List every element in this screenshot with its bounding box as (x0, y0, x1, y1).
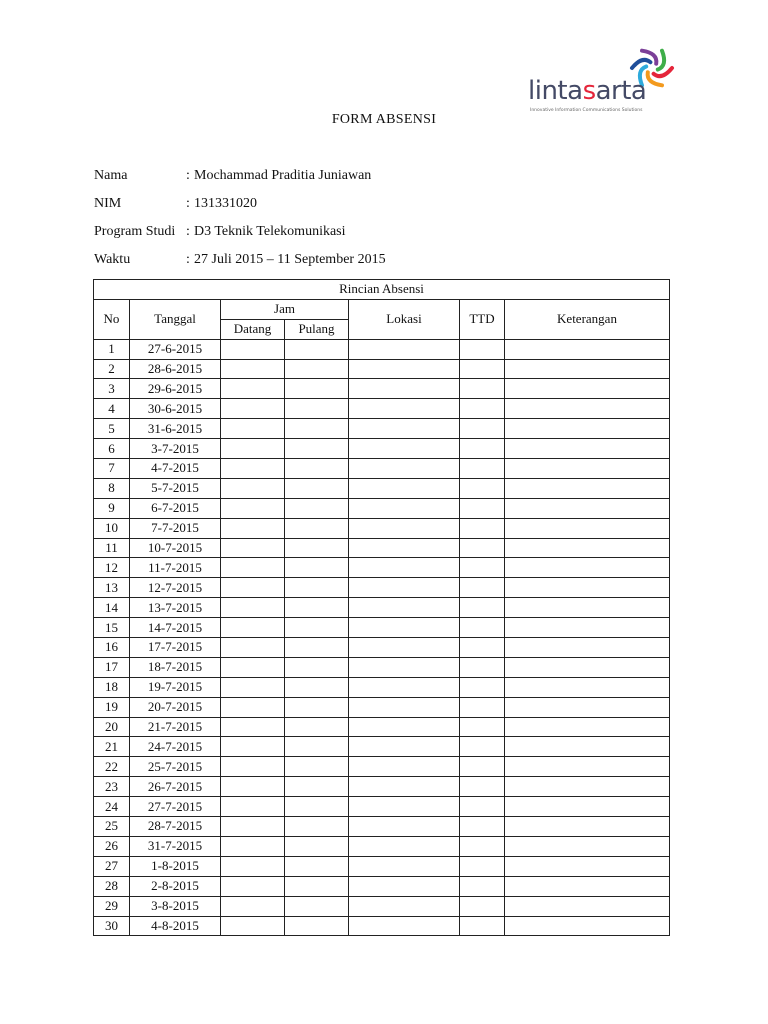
info-row (94, 224, 386, 252)
cell-ttd[interactable] (460, 618, 505, 638)
cell-datang[interactable] (221, 856, 285, 876)
cell-ttd[interactable] (460, 339, 505, 359)
table-row (94, 697, 670, 717)
cell-keterangan[interactable] (505, 459, 670, 479)
cell-tanggal: 14-7-2015 (130, 618, 221, 638)
cell-no: 10 (94, 518, 130, 538)
cell-no: 25 (94, 817, 130, 837)
cell-ttd[interactable] (460, 797, 505, 817)
cell-tanggal: 2-8-2015 (130, 876, 221, 896)
cell-keterangan[interactable] (505, 478, 670, 498)
cell-no: 29 (94, 896, 130, 916)
table-row (94, 439, 670, 459)
info-value: 131331020 (194, 196, 257, 211)
table-row (94, 478, 670, 498)
cell-keterangan[interactable] (505, 657, 670, 677)
cell-lokasi[interactable] (349, 478, 460, 498)
cell-pulang[interactable] (285, 439, 349, 459)
cell-lokasi[interactable] (349, 896, 460, 916)
cell-tanggal: 13-7-2015 (130, 598, 221, 618)
table-row (94, 876, 670, 896)
cell-pulang[interactable] (285, 459, 349, 479)
cell-datang[interactable] (221, 757, 285, 777)
cell-tanggal: 5-7-2015 (130, 478, 221, 498)
cell-ttd[interactable] (460, 399, 505, 419)
cell-no: 18 (94, 677, 130, 697)
cell-pulang[interactable] (285, 419, 349, 439)
attendance-table (93, 279, 670, 936)
cell-tanggal: 28-6-2015 (130, 359, 221, 379)
cell-ttd[interactable] (460, 359, 505, 379)
table-row (94, 399, 670, 419)
cell-no: 23 (94, 777, 130, 797)
info-label: Nama (94, 168, 128, 183)
cell-tanggal: 19-7-2015 (130, 677, 221, 697)
cell-keterangan[interactable] (505, 339, 670, 359)
cell-ttd[interactable] (460, 916, 505, 936)
table-row (94, 578, 670, 598)
cell-lokasi[interactable] (349, 439, 460, 459)
cell-keterangan[interactable] (505, 896, 670, 916)
cell-keterangan[interactable] (505, 817, 670, 837)
cell-keterangan[interactable] (505, 379, 670, 399)
cell-no: 9 (94, 498, 130, 518)
table-row (94, 459, 670, 479)
cell-no: 4 (94, 399, 130, 419)
cell-pulang[interactable] (285, 359, 349, 379)
cell-pulang[interactable] (285, 538, 349, 558)
cell-no: 8 (94, 478, 130, 498)
cell-keterangan[interactable] (505, 717, 670, 737)
table-row (94, 558, 670, 578)
logo-text-part1: linta (528, 76, 583, 106)
header-jam: Jam (221, 299, 349, 319)
cell-datang[interactable] (221, 737, 285, 757)
info-separator: : (186, 168, 190, 183)
header-tanggal: Tanggal (130, 299, 221, 339)
info-label: Program Studi (94, 224, 176, 239)
cell-ttd[interactable] (460, 737, 505, 757)
cell-no: 30 (94, 916, 130, 936)
cell-lokasi[interactable] (349, 677, 460, 697)
cell-datang[interactable] (221, 379, 285, 399)
cell-tanggal: 1-8-2015 (130, 856, 221, 876)
cell-lokasi[interactable] (349, 518, 460, 538)
cell-ttd[interactable] (460, 677, 505, 697)
cell-lokasi[interactable] (349, 916, 460, 936)
cell-tanggal: 4-7-2015 (130, 459, 221, 479)
cell-tanggal: 27-7-2015 (130, 797, 221, 817)
cell-lokasi[interactable] (349, 578, 460, 598)
cell-ttd[interactable] (460, 876, 505, 896)
info-label: NIM (94, 196, 122, 211)
cell-ttd[interactable] (460, 598, 505, 618)
cell-lokasi[interactable] (349, 399, 460, 419)
cell-ttd[interactable] (460, 657, 505, 677)
table-row (94, 618, 670, 638)
cell-pulang[interactable] (285, 777, 349, 797)
cell-tanggal: 7-7-2015 (130, 518, 221, 538)
header-no: No (94, 299, 130, 339)
info-value: Mochammad Praditia Juniawan (194, 168, 372, 183)
cell-lokasi[interactable] (349, 498, 460, 518)
cell-lokasi[interactable] (349, 836, 460, 856)
cell-no: 14 (94, 598, 130, 618)
table-row (94, 677, 670, 697)
cell-no: 1 (94, 339, 130, 359)
cell-tanggal: 25-7-2015 (130, 757, 221, 777)
cell-pulang[interactable] (285, 578, 349, 598)
header-pulang: Pulang (285, 319, 349, 339)
cell-lokasi[interactable] (349, 618, 460, 638)
cell-lokasi[interactable] (349, 538, 460, 558)
cell-tanggal: 27-6-2015 (130, 339, 221, 359)
cell-lokasi[interactable] (349, 697, 460, 717)
header-ttd: TTD (460, 299, 505, 339)
cell-keterangan[interactable] (505, 558, 670, 578)
info-label: Waktu (94, 252, 131, 267)
table-row (94, 518, 670, 538)
cell-lokasi[interactable] (349, 777, 460, 797)
cell-pulang[interactable] (285, 598, 349, 618)
cell-pulang[interactable] (285, 379, 349, 399)
cell-pulang[interactable] (285, 399, 349, 419)
cell-pulang[interactable] (285, 916, 349, 936)
cell-lokasi[interactable] (349, 379, 460, 399)
cell-datang[interactable] (221, 896, 285, 916)
cell-ttd[interactable] (460, 379, 505, 399)
cell-lokasi[interactable] (349, 459, 460, 479)
cell-no: 3 (94, 379, 130, 399)
cell-tanggal: 11-7-2015 (130, 558, 221, 578)
info-separator: : (186, 224, 190, 239)
table-row (94, 916, 670, 936)
cell-ttd[interactable] (460, 459, 505, 479)
table-row (94, 379, 670, 399)
cell-datang[interactable] (221, 817, 285, 837)
cell-lokasi[interactable] (349, 638, 460, 658)
cell-no: 12 (94, 558, 130, 578)
logo-tagline: Innovative Information Communications Solutions (530, 108, 643, 113)
cell-keterangan[interactable] (505, 618, 670, 638)
cell-lokasi[interactable] (349, 657, 460, 677)
cell-tanggal: 10-7-2015 (130, 538, 221, 558)
cell-datang[interactable] (221, 916, 285, 936)
cell-tanggal: 31-7-2015 (130, 836, 221, 856)
logo-wordmark (528, 76, 646, 106)
cell-no: 28 (94, 876, 130, 896)
cell-pulang[interactable] (285, 856, 349, 876)
cell-keterangan[interactable] (505, 538, 670, 558)
cell-keterangan[interactable] (505, 876, 670, 896)
cell-pulang[interactable] (285, 757, 349, 777)
cell-lokasi[interactable] (349, 558, 460, 578)
cell-no: 22 (94, 757, 130, 777)
cell-keterangan[interactable] (505, 777, 670, 797)
cell-no: 11 (94, 538, 130, 558)
form-title: FORM ABSENSI (331, 112, 437, 127)
table-row (94, 817, 670, 837)
cell-pulang[interactable] (285, 817, 349, 837)
table-caption: Rincian Absensi (94, 280, 670, 300)
cell-datang[interactable] (221, 657, 285, 677)
cell-no: 2 (94, 359, 130, 379)
cell-datang[interactable] (221, 717, 285, 737)
cell-no: 20 (94, 717, 130, 737)
cell-pulang[interactable] (285, 518, 349, 538)
cell-datang[interactable] (221, 578, 285, 598)
cell-datang[interactable] (221, 836, 285, 856)
cell-datang[interactable] (221, 518, 285, 538)
cell-datang[interactable] (221, 478, 285, 498)
table-row (94, 797, 670, 817)
cell-ttd[interactable] (460, 439, 505, 459)
cell-ttd[interactable] (460, 498, 505, 518)
cell-lokasi[interactable] (349, 817, 460, 837)
cell-ttd[interactable] (460, 478, 505, 498)
table-row (94, 419, 670, 439)
cell-pulang[interactable] (285, 657, 349, 677)
cell-pulang[interactable] (285, 836, 349, 856)
cell-tanggal: 26-7-2015 (130, 777, 221, 797)
cell-lokasi[interactable] (349, 856, 460, 876)
cell-tanggal: 3-7-2015 (130, 439, 221, 459)
cell-lokasi[interactable] (349, 757, 460, 777)
cell-keterangan[interactable] (505, 797, 670, 817)
cell-no: 13 (94, 578, 130, 598)
cell-ttd[interactable] (460, 697, 505, 717)
table-row (94, 737, 670, 757)
cell-tanggal: 31-6-2015 (130, 419, 221, 439)
cell-pulang[interactable] (285, 896, 349, 916)
cell-no: 21 (94, 737, 130, 757)
cell-keterangan[interactable] (505, 757, 670, 777)
info-value: D3 Teknik Telekomunikasi (194, 224, 346, 239)
cell-tanggal: 12-7-2015 (130, 578, 221, 598)
table-row (94, 717, 670, 737)
cell-datang[interactable] (221, 638, 285, 658)
table-row (94, 598, 670, 618)
student-info (94, 168, 386, 280)
cell-datang[interactable] (221, 439, 285, 459)
cell-keterangan[interactable] (505, 677, 670, 697)
table-row (94, 757, 670, 777)
company-logo (528, 40, 688, 120)
cell-datang[interactable] (221, 677, 285, 697)
cell-lokasi[interactable] (349, 717, 460, 737)
cell-pulang[interactable] (285, 677, 349, 697)
cell-lokasi[interactable] (349, 598, 460, 618)
cell-no: 27 (94, 856, 130, 876)
cell-tanggal: 30-6-2015 (130, 399, 221, 419)
cell-datang[interactable] (221, 399, 285, 419)
header-datang: Datang (221, 319, 285, 339)
header-lokasi: Lokasi (349, 299, 460, 339)
table-row (94, 856, 670, 876)
cell-lokasi[interactable] (349, 419, 460, 439)
cell-keterangan[interactable] (505, 419, 670, 439)
cell-no: 5 (94, 419, 130, 439)
cell-keterangan[interactable] (505, 518, 670, 538)
cell-tanggal: 28-7-2015 (130, 817, 221, 837)
cell-no: 6 (94, 439, 130, 459)
cell-keterangan[interactable] (505, 856, 670, 876)
cell-keterangan[interactable] (505, 836, 670, 856)
cell-pulang[interactable] (285, 717, 349, 737)
cell-datang[interactable] (221, 498, 285, 518)
table-row (94, 339, 670, 359)
table-row (94, 657, 670, 677)
cell-keterangan[interactable] (505, 359, 670, 379)
cell-pulang[interactable] (285, 478, 349, 498)
logo-swirl-arc (658, 51, 664, 70)
cell-ttd[interactable] (460, 757, 505, 777)
cell-datang[interactable] (221, 359, 285, 379)
cell-pulang[interactable] (285, 498, 349, 518)
table-row (94, 638, 670, 658)
cell-no: 24 (94, 797, 130, 817)
cell-no: 19 (94, 697, 130, 717)
cell-no: 15 (94, 618, 130, 638)
cell-ttd[interactable] (460, 717, 505, 737)
cell-datang[interactable] (221, 876, 285, 896)
cell-tanggal: 18-7-2015 (130, 657, 221, 677)
cell-keterangan[interactable] (505, 697, 670, 717)
cell-datang[interactable] (221, 339, 285, 359)
cell-tanggal: 21-7-2015 (130, 717, 221, 737)
cell-lokasi[interactable] (349, 737, 460, 757)
logo-text-part3: arta (595, 76, 647, 106)
cell-ttd[interactable] (460, 419, 505, 439)
table-row (94, 836, 670, 856)
header-keterangan: Keterangan (505, 299, 670, 339)
cell-datang[interactable] (221, 618, 285, 638)
cell-ttd[interactable] (460, 777, 505, 797)
cell-datang[interactable] (221, 419, 285, 439)
cell-no: 16 (94, 638, 130, 658)
cell-lokasi[interactable] (349, 359, 460, 379)
cell-no: 17 (94, 657, 130, 677)
cell-pulang[interactable] (285, 797, 349, 817)
cell-datang[interactable] (221, 797, 285, 817)
cell-no: 7 (94, 459, 130, 479)
cell-tanggal: 4-8-2015 (130, 916, 221, 936)
cell-ttd[interactable] (460, 817, 505, 837)
cell-pulang[interactable] (285, 558, 349, 578)
cell-ttd[interactable] (460, 836, 505, 856)
cell-ttd[interactable] (460, 856, 505, 876)
cell-datang[interactable] (221, 697, 285, 717)
cell-datang[interactable] (221, 598, 285, 618)
cell-keterangan[interactable] (505, 598, 670, 618)
cell-pulang[interactable] (285, 737, 349, 757)
cell-pulang[interactable] (285, 618, 349, 638)
info-separator: : (186, 252, 190, 267)
cell-pulang[interactable] (285, 697, 349, 717)
cell-keterangan[interactable] (505, 439, 670, 459)
info-row (94, 252, 386, 280)
table-row (94, 896, 670, 916)
cell-pulang[interactable] (285, 876, 349, 896)
cell-tanggal: 6-7-2015 (130, 498, 221, 518)
cell-tanggal: 24-7-2015 (130, 737, 221, 757)
cell-ttd[interactable] (460, 638, 505, 658)
cell-lokasi[interactable] (349, 876, 460, 896)
cell-keterangan[interactable] (505, 498, 670, 518)
table-row (94, 777, 670, 797)
cell-keterangan[interactable] (505, 638, 670, 658)
cell-ttd[interactable] (460, 538, 505, 558)
cell-pulang[interactable] (285, 638, 349, 658)
cell-tanggal: 20-7-2015 (130, 697, 221, 717)
info-row (94, 168, 386, 196)
cell-ttd[interactable] (460, 896, 505, 916)
cell-datang[interactable] (221, 777, 285, 797)
cell-keterangan[interactable] (505, 916, 670, 936)
cell-datang[interactable] (221, 538, 285, 558)
cell-ttd[interactable] (460, 518, 505, 538)
info-value: 27 Juli 2015 – 11 September 2015 (194, 252, 386, 267)
info-separator: : (186, 196, 190, 211)
info-row (94, 196, 386, 224)
cell-datang[interactable] (221, 459, 285, 479)
table-row (94, 359, 670, 379)
cell-tanggal: 29-6-2015 (130, 379, 221, 399)
cell-keterangan[interactable] (505, 737, 670, 757)
cell-tanggal: 3-8-2015 (130, 896, 221, 916)
cell-tanggal: 17-7-2015 (130, 638, 221, 658)
cell-pulang[interactable] (285, 339, 349, 359)
cell-lokasi[interactable] (349, 797, 460, 817)
cell-datang[interactable] (221, 558, 285, 578)
cell-keterangan[interactable] (505, 578, 670, 598)
cell-keterangan[interactable] (505, 399, 670, 419)
cell-ttd[interactable] (460, 558, 505, 578)
cell-ttd[interactable] (460, 578, 505, 598)
table-row (94, 538, 670, 558)
cell-lokasi[interactable] (349, 339, 460, 359)
logo-text-highlight: s (582, 76, 596, 106)
table-row (94, 498, 670, 518)
cell-no: 26 (94, 836, 130, 856)
